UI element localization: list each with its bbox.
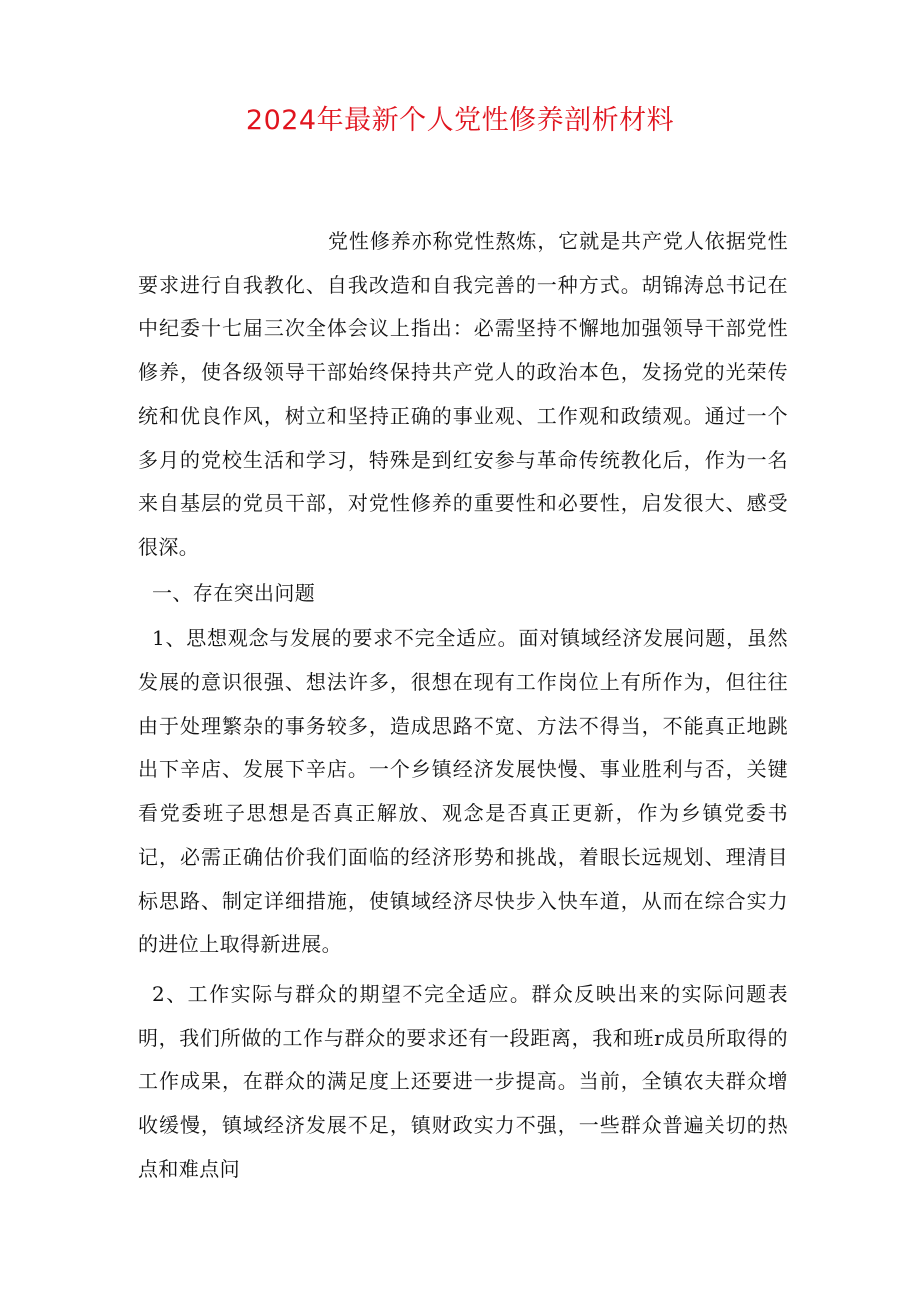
document-body	[138, 220, 788, 1197]
intro-paragraph: 党性修养亦称党性熬炼，它就是共产党人依据党性要求进行自我教化、自我改造和自我完善的一种方式。胡锦涛总书记在中纪委十七届三次全体会议上指出：必需坚持不懈地加强领导干部党性修养，使各级领导干部始终保持共产党人的政治本色，发扬党的光荣传统和优良作风，树立和坚持正确的事业观、工作观和政绩观。通过一个多月的党校生活和学习，特殊是到红安参与革命传统教化后，作为一名来自基层的党员干部，对党性修养的重要性和必要性，启发很大、感受很深。	[138, 229, 788, 559]
problem-item-2: 2、工作实际与群众的期望不完全适应。群众反映出来的实际问题表明，我们所做的工作与群众的要求还有一段距离，我和班r成员所取得的工作成果，在群众的满足度上还要进一步提高。当前，全镇农夫群众增收缓慢，镇域经济发展不足，镇财政实力不强，一些群众普遍关切的热点和难点问	[138, 981, 788, 1181]
problem-item-1: 1、思想观念与发展的要求不完全适应。面对镇域经济发展问题，虽然发展的意识很强、想法许多，很想在现有工作岗位上有所作为，但往往由于处理繁杂的事务较多，造成思路不宽、方法不得当，不能真正地跳出下辛店、发展下辛店。一个乡镇经济发展快慢、事业胜利与否，关键看党委班子思想是否真正解放、观念是否真正更新，作为乡镇党委书记，必需正确估价我们面临的经济形势和挑战，着眼长远规划、理清目标思路、制定详细措施，使镇域经济尽快步入快车道，从而在综合实力的进位上取得新进展。	[138, 626, 788, 957]
document-title: 2024年最新个人党性修养剖析材料	[245, 105, 675, 136]
section-heading-problems: 一、存在突出问题	[152, 580, 316, 605]
